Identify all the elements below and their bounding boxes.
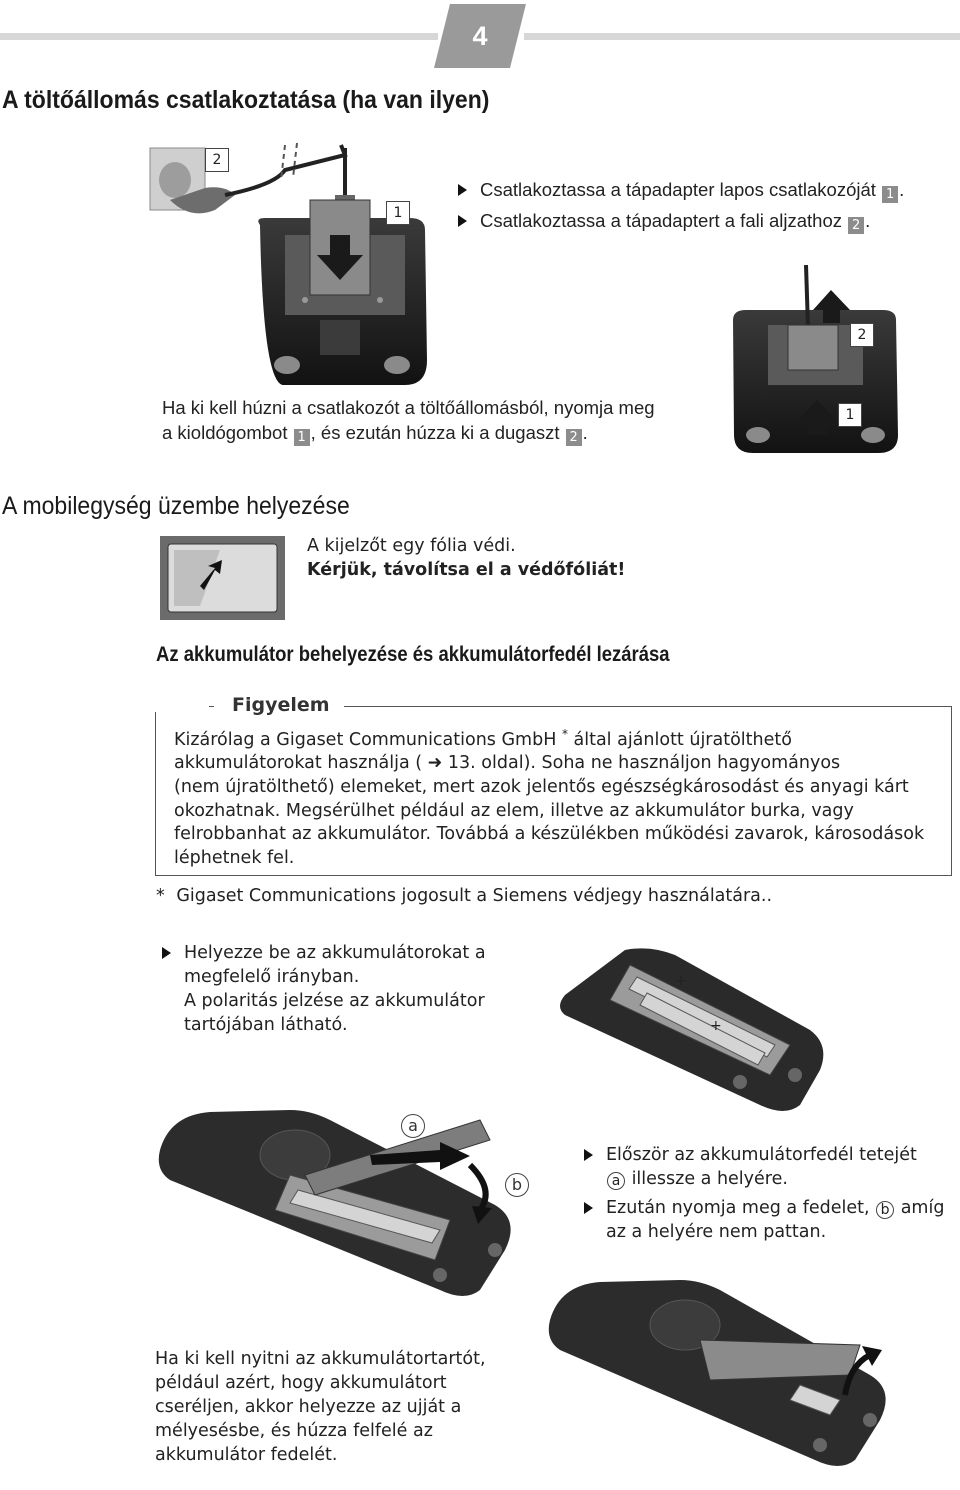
section-title-charging-station: A töltőállomás csatlakoztatása (ha van ilyen) — [2, 86, 490, 114]
bullet-insert-batteries: Helyezze be az akkumulátorokat a megfelelő irányban. A polaritás jelzése az akkumulátor tartójában látható. — [160, 941, 540, 1037]
bullet-fit-cover-top: Először az akkumulátorfedél tetejét a illessze a helyére. — [582, 1143, 957, 1191]
page-number: 4 — [472, 21, 488, 51]
step-marker-b: b — [876, 1201, 894, 1219]
callout-1-left: 1 — [386, 201, 410, 225]
badge-1: 1 — [294, 429, 310, 446]
charging-station-unplug-figure — [728, 265, 900, 455]
callout-1-right: 1 — [838, 403, 862, 427]
battery-cover-open-figure — [540, 1280, 900, 1470]
notice-title: Figyelem — [214, 694, 344, 716]
charging-station-connect-figure — [145, 140, 435, 385]
section-title-handset-setup: A mobilegység üzembe helyezése — [2, 492, 350, 520]
battery-cover-close-figure — [150, 1110, 530, 1300]
svg-text:+: + — [710, 1018, 722, 1034]
connect-instructions — [456, 178, 956, 234]
badge-2: 2 — [848, 217, 864, 234]
step-marker-a: a — [607, 1172, 625, 1190]
badge-1: 1 — [882, 186, 898, 203]
battery-insert-figure — [555, 945, 830, 1115]
callout-a: a — [401, 1114, 425, 1138]
page-ref-arrow-icon: ➜ — [427, 753, 443, 774]
svg-text:+: + — [675, 973, 687, 989]
unplug-instructions: Ha ki kell húzni a csatlakozót a töltőállomásból, nyomja meg a kioldógombot 1 , és ezután húzza ki a dugaszt 2 . — [162, 397, 655, 445]
notice-text: Kizárólag a Gigaset Communications GmbH * által ajánlott újratölthető akkumulátorokat használja ( ➜ 13. oldal). Soha ne használjon hagyományos (nem újratölthető) elemeket, mert azok jelentős egészségkárosodást és anyagi kárt okozhatnak. Megsérülhet például az elem, illetve az akkumulátor burka, vagy felrobbanhat az akkumulátor. Továbbá a készülékben működési zavarok, károsodások léphetnek fel. — [174, 727, 925, 868]
footnote: * Gigaset Communications jogosult a Siemens védjegy használatára.. — [156, 886, 773, 906]
insert-batteries-instructions — [160, 941, 540, 1037]
bullet-press-cover: Ezután nyomja meg a fedelet, b amíg az a helyére nem pattan. — [582, 1196, 957, 1244]
bullet-connect-wall-socket: Csatlakoztassa a tápadaptert a fali aljzathoz 2 . — [456, 209, 956, 234]
callout-2-left: 2 — [205, 148, 229, 172]
callout-2-right: 2 — [850, 323, 874, 347]
badge-2: 2 — [566, 429, 582, 446]
protective-film-figure — [160, 536, 285, 620]
callout-b: b — [505, 1173, 529, 1197]
cover-close-instructions — [582, 1143, 957, 1244]
open-cover-instructions: Ha ki kell nyitni az akkumulátortartót, például azért, hogy akkumulátort cseréljen, akkor helyezze az ujját a mélyesésbe, és húzza felfelé az akkumulátor fedelét. — [155, 1349, 486, 1465]
header-rule-right — [524, 33, 960, 40]
footnote-star: * — [561, 727, 568, 741]
protective-film-text: A kijelzőt egy fólia védi. Kérjük, távolítsa el a védőfóliát! — [307, 536, 626, 580]
bullet-connect-flat-plug: Csatlakoztassa a tápadapter lapos csatlakozóját 1 . — [456, 178, 956, 203]
header-rule-left — [0, 33, 438, 40]
section-title-battery: Az akkumulátor behelyezése és akkumulátorfedél lezárása — [156, 643, 670, 666]
